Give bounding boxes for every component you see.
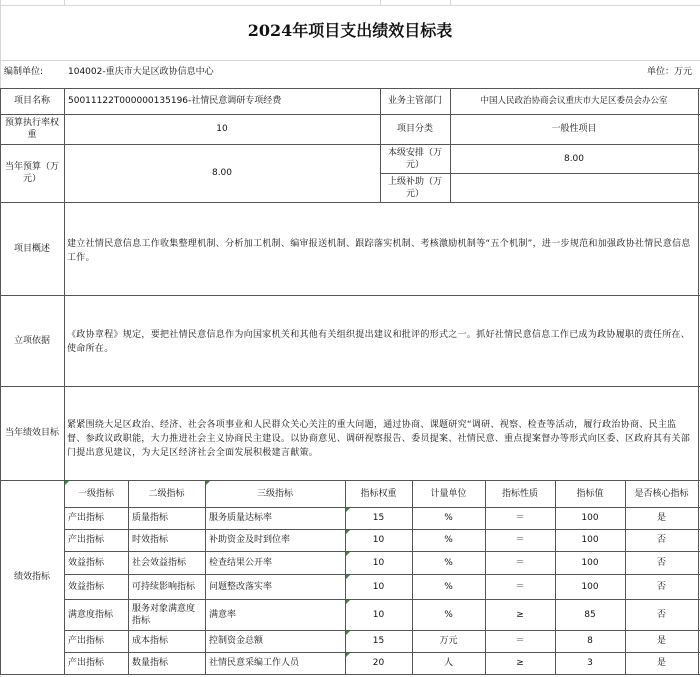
unit-value: 104002-重庆市大足区政协信息中心 xyxy=(68,67,214,77)
level-label: 本级安排（万元） xyxy=(387,147,442,170)
table-border xyxy=(0,386,700,387)
indicators-label: 绩效指标 xyxy=(13,572,50,582)
indicator-row-level3: 满意率 xyxy=(209,609,237,620)
indicator-row-nature: ≥ xyxy=(516,658,524,668)
indicator-row-weight: 15 xyxy=(372,513,385,523)
goal-text: 紧紧围绕大足区政治、经济、社会各项事业和人民群众关心关注的重大问题，通过协商、课题研究“调研、视察、检查等活动，履行政治协商、民主监督、参政议政职能，大力推进社会主义协商民主建设。以协商意见、调研视察报告、委员提案、社情民意、重点提案督办等形式向区委、区政府其有关部门提出意见建议，为大足区经济社会全面发展积极建言献策。 xyxy=(67,420,691,458)
cell-marker xyxy=(206,481,210,485)
indicator-row-level2: 可持续影响指标 xyxy=(132,581,196,592)
indicator-row-level2: 质量指标 xyxy=(132,513,169,523)
indicator-row-core: 是 xyxy=(656,513,666,523)
indicator-row-level1: 产出指标 xyxy=(68,513,105,523)
indicator-row-value: 100 xyxy=(581,557,599,568)
indicator-row-value: 100 xyxy=(581,535,599,545)
cell-marker xyxy=(346,530,350,534)
indicator-row-core: 是 xyxy=(656,636,666,646)
budget-label: 当年预算（万元） xyxy=(4,162,59,184)
budget-value: 8.00 xyxy=(211,168,233,178)
cell-marker xyxy=(65,481,69,485)
indicator-row-unit: % xyxy=(444,513,453,523)
indicator-row-level1: 效益指标 xyxy=(68,581,105,592)
category-value: 一般性项目 xyxy=(551,124,597,134)
table-border xyxy=(0,295,700,296)
gridline xyxy=(0,60,700,61)
goal-label: 当年绩效目标 xyxy=(4,428,59,438)
gridline xyxy=(450,0,451,5)
table-border xyxy=(0,202,700,203)
unit-label: 编制单位: xyxy=(4,67,44,77)
table-border xyxy=(0,674,700,675)
indicator-row-unit: % xyxy=(444,535,453,545)
category-label: 项目分类 xyxy=(396,124,433,134)
overview-label: 项目概述 xyxy=(13,243,50,254)
indicator-row-weight: 10 xyxy=(372,609,385,620)
indicator-row-nature: ＝ xyxy=(515,636,525,646)
indicator-row-nature: ＝ xyxy=(515,535,525,545)
indicator-row-nature: ＝ xyxy=(515,513,525,523)
indicator-header-level2: 二级指标 xyxy=(148,488,185,499)
indicator-row-level3: 问题整改落实率 xyxy=(209,581,273,592)
indicator-row-value: 85 xyxy=(584,609,596,620)
basis-label: 立项依据 xyxy=(13,335,50,346)
level-value: 8.00 xyxy=(563,153,585,164)
indicator-header-level1: 一级指标 xyxy=(77,488,114,499)
indicator-row-core: 否 xyxy=(656,609,666,620)
basis-text: 《政协章程》规定，要把社情民意信息作为向国家机关和其他有关组织提出建议和批评的形式之一。抓好社情民意信息工作已成为政协履职的责任所在、使命所在。 xyxy=(67,330,691,354)
gridline xyxy=(64,0,65,5)
indicator-row-nature: ≥ xyxy=(516,609,524,620)
indicator-header-nature: 指标性质 xyxy=(501,488,538,499)
indicator-row-weight: 10 xyxy=(372,557,385,568)
indicator-row-core: 否 xyxy=(656,581,666,592)
currency-label: 单位：万元 xyxy=(646,67,692,77)
gridline xyxy=(0,5,700,6)
indicator-row-level1: 满意度指标 xyxy=(68,609,114,620)
weight-label: 预算执行率权重 xyxy=(4,118,59,140)
overview-text: 建立社情民意信息工作收集整理机制、分析加工机制、编审报送机制、跟踪落实机制、考核激励机制等“五个机制”，进一步规范和加强政协社情民意信息工作。 xyxy=(67,239,691,263)
indicator-row-unit: 万元 xyxy=(439,636,458,646)
gridline xyxy=(380,0,381,5)
cell-marker xyxy=(346,575,350,579)
upper-value xyxy=(450,173,698,202)
indicator-row-weight: 15 xyxy=(372,636,385,646)
indicator-row-unit: % xyxy=(444,557,453,568)
indicator-row-level2: 时效指标 xyxy=(132,535,169,545)
indicator-row-level1: 产出指标 xyxy=(68,658,105,668)
indicator-row-unit: 人 xyxy=(443,658,453,668)
indicator-row-weight: 10 xyxy=(372,581,385,592)
indicator-row-level3: 检查结果公开率 xyxy=(209,557,273,568)
indicator-row-level3: 补助资金及时到位率 xyxy=(209,535,291,545)
indicator-row-value: 8 xyxy=(587,636,593,646)
cell-marker xyxy=(346,552,350,556)
indicator-row-level1: 效益指标 xyxy=(68,557,105,568)
indicator-row-core: 是 xyxy=(656,658,666,668)
indicator-row-level1: 产出指标 xyxy=(68,636,105,646)
indicator-row-core: 否 xyxy=(656,557,666,568)
cell-marker xyxy=(346,631,350,635)
indicator-row-value: 100 xyxy=(581,581,599,592)
cell-marker xyxy=(346,600,350,604)
cell-marker xyxy=(346,508,350,512)
page-title: 2024年项目支出绩效目标表 xyxy=(247,21,453,40)
indicator-row-level2: 服务对象满意度指标 xyxy=(132,603,196,626)
indicator-row-core: 否 xyxy=(656,535,666,545)
indicator-row-nature: ＝ xyxy=(515,581,525,592)
indicator-row-unit: % xyxy=(444,609,453,620)
indicator-row-level3: 社情民意采编工作人员 xyxy=(209,658,300,668)
indicator-row-value: 3 xyxy=(587,658,593,668)
indicator-row-level1: 产出指标 xyxy=(68,535,105,545)
indicator-header-unit: 计量单位 xyxy=(430,488,467,499)
upper-label: 上级补助（万元） xyxy=(387,176,442,199)
indicator-row-level2: 社会效益指标 xyxy=(132,557,187,568)
indicator-row-level2: 成本指标 xyxy=(132,636,169,646)
indicator-row-level3: 服务质量达标率 xyxy=(209,513,273,523)
indicator-row-unit: % xyxy=(444,581,453,592)
dept-label: 业务主管部门 xyxy=(387,96,442,106)
indicator-row-value: 100 xyxy=(581,513,599,523)
dept-value: 中国人民政治协商会议重庆市大足区委员会办公室 xyxy=(480,96,668,106)
indicator-row-weight: 10 xyxy=(372,535,385,545)
indicator-header-level3: 三级指标 xyxy=(256,488,293,499)
indicator-header-core: 是否核心指标 xyxy=(634,488,689,499)
indicator-row-weight: 20 xyxy=(372,658,385,668)
indicator-row-level2: 数量指标 xyxy=(132,658,169,668)
indicator-header-weight: 指标权重 xyxy=(360,488,397,499)
indicator-row-nature: ＝ xyxy=(515,557,525,568)
indicator-row-level3: 控制资金总额 xyxy=(209,636,264,646)
project-name-value: 50011122T000000135196-社情民意调研专项经费 xyxy=(68,96,282,106)
project-name-label: 项目名称 xyxy=(13,96,50,106)
indicator-header-value: 指标值 xyxy=(576,488,604,499)
table-border xyxy=(698,88,699,674)
cell-marker xyxy=(346,653,350,657)
weight-value: 10 xyxy=(216,124,228,134)
